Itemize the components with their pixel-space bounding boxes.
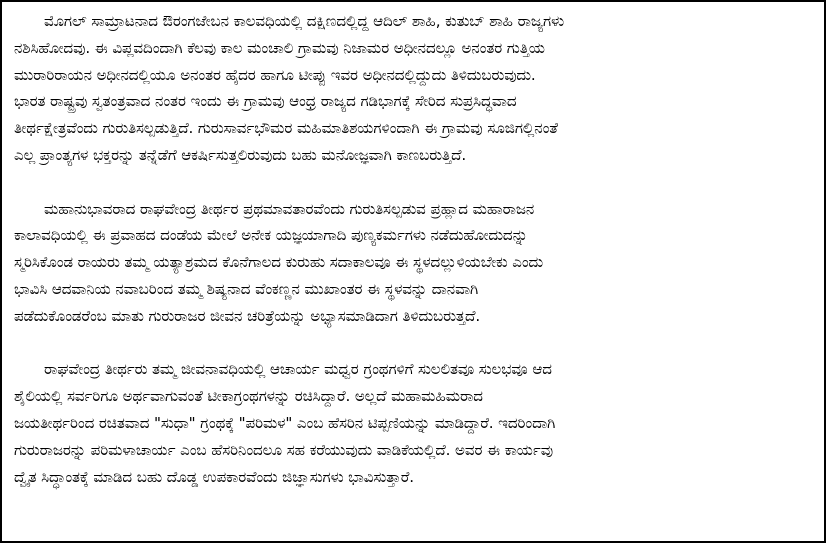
document-body: [14, 8, 814, 490]
text-line: ಎಲ್ಲ ಪ್ರಾಂತ್ಯಗಳ ಭಕ್ತರನ್ನು ತನ್ನೆಡೆಗೆ ಆಕರ್ಷಿಸುತ್ತಲಿರುವುದು ಬಹು ಮನೋಜ್ಞವಾಗಿ ಕಾಣಬರುತ್ತಿದೆ.: [14, 145, 467, 164]
paragraph-1: [14, 8, 814, 169]
text-line: ಮುರಾರಿರಾಯನ ಅಧೀನದಲ್ಲಿಯೂ ಅನಂತರ ಹೈದರ ಹಾಗೂ ಟೀಪ್ಪು ಇವರ ಅಧೀನದಲ್ಲಿದ್ದುದು ತಿಳಿದುಬರುವುದು.: [14, 65, 536, 84]
text-line: ಶೈಲಿಯಲ್ಲಿ ಸರ್ವರಿಗೂ ಅರ್ಥವಾಗುವಂತೆ ಟೀಕಾಗ್ರಂಥಗಳನ್ನು ರಚಿಸಿದ್ದಾರೆ. ಅಲ್ಲದೆ ಮಹಾಮಹಿಮರಾದ: [14, 387, 483, 406]
paragraph-2: [14, 196, 814, 330]
text-line: ಜಯತೀರ್ಥರಿಂದ ರಚಿತವಾದ "ಸುಧಾ" ಗ್ರಂಥಕ್ಕೆ "ಪರಿಮಳ" ಎಂಬ ಹೆಸರಿನ ಟಿಪ್ಪಣಿಯನ್ನು ಮಾಡಿದ್ದಾರೆ. ಇದರಿಂದಾಗಿ: [14, 413, 556, 432]
text-line: ಪಡೆದುಕೊಂಡರೆಂಬ ಮಾತು ಗುರುರಾಜರ ಜೀವನ ಚರಿತ್ರೆಯನ್ನು ಅಭ್ಯಾಸಮಾಡಿದಾಗ ತಿಳಿದುಬರುತ್ತದೆ.: [14, 306, 481, 325]
text-line: ಕಾಲಾವಧಿಯಲ್ಲಿ ಈ ಪ್ರವಾಹದ ದಂಡೆಯ ಮೇಲೆ ಅನೇಕ ಯಜ್ಞಯಾಗಾದಿ ಪುಣ್ಯಕರ್ಮಗಳು ನಡೆದುಹೋದುದನ್ನು: [14, 226, 528, 245]
text-line: ಭಾರತ ರಾಷ್ಟ್ರವು ಸ್ವತಂತ್ರವಾದ ನಂತರ ಇಂದು ಈ ಗ್ರಾಮವು ಆಂಧ್ರ ರಾಜ್ಯದ ಗಡಿಭಾಗಕ್ಕೆ ಸೇರಿದ ಸುಪ್ರಸಿದ್ಧವಾದ: [14, 92, 517, 111]
text-line: ತೀರ್ಥಕ್ಷೇತ್ರವೆಂದು ಗುರುತಿಸಲ್ಪಡುತ್ತಿದೆ. ಗುರುಸಾರ್ವಭೌಮರ ಮಹಿಮಾತಿಶಯಗಳಿಂದಾಗಿ ಈ ಗ್ರಾಮವು ಸೂಜಿಗಲ್ಲಿನಂತೆ: [14, 119, 558, 138]
text-line: ದ್ವೈತ ಸಿದ್ಧಾಂತಕ್ಕೆ ಮಾಡಿದ ಬಹು ದೊಡ್ಡ ಉಪಕಾರವೆಂದು ಜಿಜ್ಞಾಸುಗಳು ಭಾವಿಸುತ್ತಾರೆ.: [14, 467, 414, 486]
paragraph-3: [14, 356, 814, 490]
text-line: ಭಾವಿಸಿ ಆದವಾನಿಯ ನವಾಬರಿಂದ ತಮ್ಮ ಶಿಷ್ಯನಾದ ವೆಂಕಣ್ಣನ ಮುಖಾಂತರ ಈ ಸ್ಥಳವನ್ನು ದಾನವಾಗಿ: [14, 279, 479, 298]
text-line: ಮಹಾನುಭಾವರಾದ ರಾಘವೇಂದ್ರ ತೀರ್ಥರ ಪ್ರಥಮಾವತಾರವೆಂದು ಗುರುತಿಸಲ್ಪಡುವ ಪ್ರಹ್ಲಾದ ಮಹಾರಾಜನ: [44, 199, 535, 218]
text-line: ರಾಘವೇಂದ್ರ ತೀರ್ಥರು ತಮ್ಮ ಜೀವನಾವಧಿಯಲ್ಲಿ ಆಚಾರ್ಯ ಮಧ್ವರ ಗ್ರಂಥಗಳಿಗೆ ಸುಲಲಿತವೂ ಸುಲಭವೂ ಆದ: [44, 360, 552, 379]
text-line: ನಶಿಸಿಹೋದವು. ಈ ವಿಪ್ಲವದಿಂದಾಗಿ ಕೆಲವು ಕಾಲ ಮಂಚಾಲಿ ಗ್ರಾಮವು ನಿಜಾಮರ ಅಧೀನದಲ್ಲೂ ಅನಂತರ ಗುತ್ತಿಯ: [14, 38, 546, 57]
text-line: ಸ್ಮರಿಸಿಕೊಂಡ ರಾಯರು ತಮ್ಮ ಯತ್ಯಾಶ್ರಮದ ಕೊನೆಗಾಲದ ಕುರುಹು ಸದಾಕಾಲವೂ ಈ ಸ್ಥಳದಲ್ಲುಳಿಯಬೇಕು ಎಂದು: [14, 253, 544, 272]
text-line: ಮೊಗಲ್ ಸಾಮ್ರಾಟನಾದ ಔರಂಗಜೇಬನ ಕಾಲವಧಿಯಲ್ಲಿ ದಕ್ಷಿಣದಲ್ಲಿದ್ದ ಆದಿಲ್ ಶಾಹಿ, ಕುತುಬ್ ಶಾಹಿ ರಾಜ್ಯಗಳು: [44, 12, 565, 30]
text-line: ಗುರುರಾಜರನ್ನು ಪರಿಮಳಾಚಾರ್ಯ ಎಂಬ ಹೆಸರಿನಿಂದಲೂ ಸಹ ಕರೆಯುವುದು ವಾಡಿಕೆಯಲ್ಲಿದೆ. ಅವರ ಈ ಕಾರ್ಯವು: [14, 440, 553, 459]
